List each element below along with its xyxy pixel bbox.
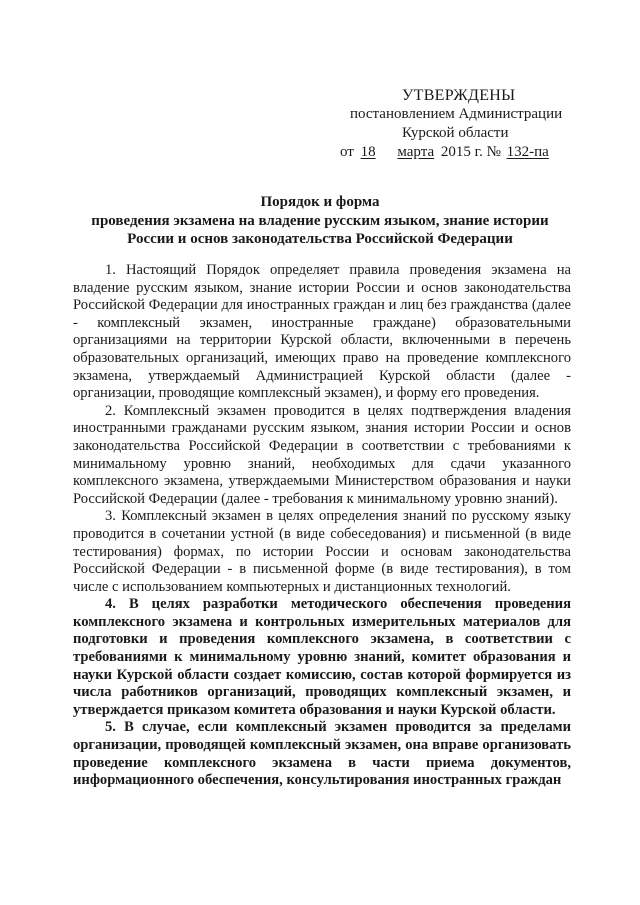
heading-line-3: России и основ законодательства Российской Федерации xyxy=(127,231,513,247)
date-month: марта xyxy=(397,144,435,160)
paragraph-5: 5. В случае, если комплексный экзамен проводится за пределами организации, проводящей комплексный экзамен, она вправе организовать проведение комплексного экзамена в части приема документов, информационного обеспечения, консультирования иностранных граждан xyxy=(73,719,571,789)
heading-line-1: Порядок и форма xyxy=(260,194,380,210)
paragraph-2: 2. Комплексный экзамен проводится в целях подтверждения владения иностранными гражданами русским языком, знания истории России и основ законодательства Российской Федерации в соответствии с требованиями к минимальному уровню знаний, необходимых для сдачи указанного комплексного экзамена, утверждаемыми Министерством образования и науки Российской Федерации (далее - требования к минимальному уровню знаний). xyxy=(73,402,571,507)
document-heading xyxy=(60,193,580,249)
approval-stamp xyxy=(340,86,590,162)
date-day: 18 xyxy=(360,144,376,160)
date-prefix: от xyxy=(340,144,354,160)
approval-date-line xyxy=(340,143,590,162)
approval-region: Курской области xyxy=(402,125,509,141)
paragraph-1: 1. Настоящий Порядок определяет правила проведения экзамена на владение русским языком, знание истории России и основ законодательства Российской Федерации для иностранных граждан и лиц без гражданства (далее - комплексный экзамен, иностранные граждане) образовательными организациями на территории Курской области, включенными в перечень образовательных организаций, имеющих право на проведение комплексного экзамена, утверждаемый Администрацией Курской области (далее - организации, проводящие комплексный экзамен), и форму его проведения. xyxy=(73,262,571,402)
approval-issuer: постановлением Администрации xyxy=(350,106,563,122)
heading-line-2: проведения экзамена на владение русским языком, знание истории xyxy=(91,212,549,229)
date-year: 2015 г. № xyxy=(440,144,501,160)
approval-title: УТВЕРЖДЕНЫ xyxy=(402,87,516,104)
document-body xyxy=(73,262,571,790)
document-number: 132-па xyxy=(506,144,549,160)
paragraph-3: 3. Комплексный экзамен в целях определения знаний по русскому языку проводится в сочетании устной (в виде собеседования) и письменной (в виде тестирования) формах, по истории России и основам законодательства Российской Федерации - в письменной форме (в виде тестирования), в том числе с использованием компьютерных и дистанционных технологий. xyxy=(73,508,571,595)
paragraph-4: 4. В целях разработки методического обеспечения проведения комплексного экзамена и контрольных измерительных материалов для подготовки и проведения комплексного экзамена, в соответствии с требованиями к минимальному уровню знаний, комитет образования и науки Курской области создает комиссию, состав которой формируется из числа работников организаций, проводящих комплексный экзамен, и утверждается приказом комитета образования и науки Курской области. xyxy=(73,596,571,718)
